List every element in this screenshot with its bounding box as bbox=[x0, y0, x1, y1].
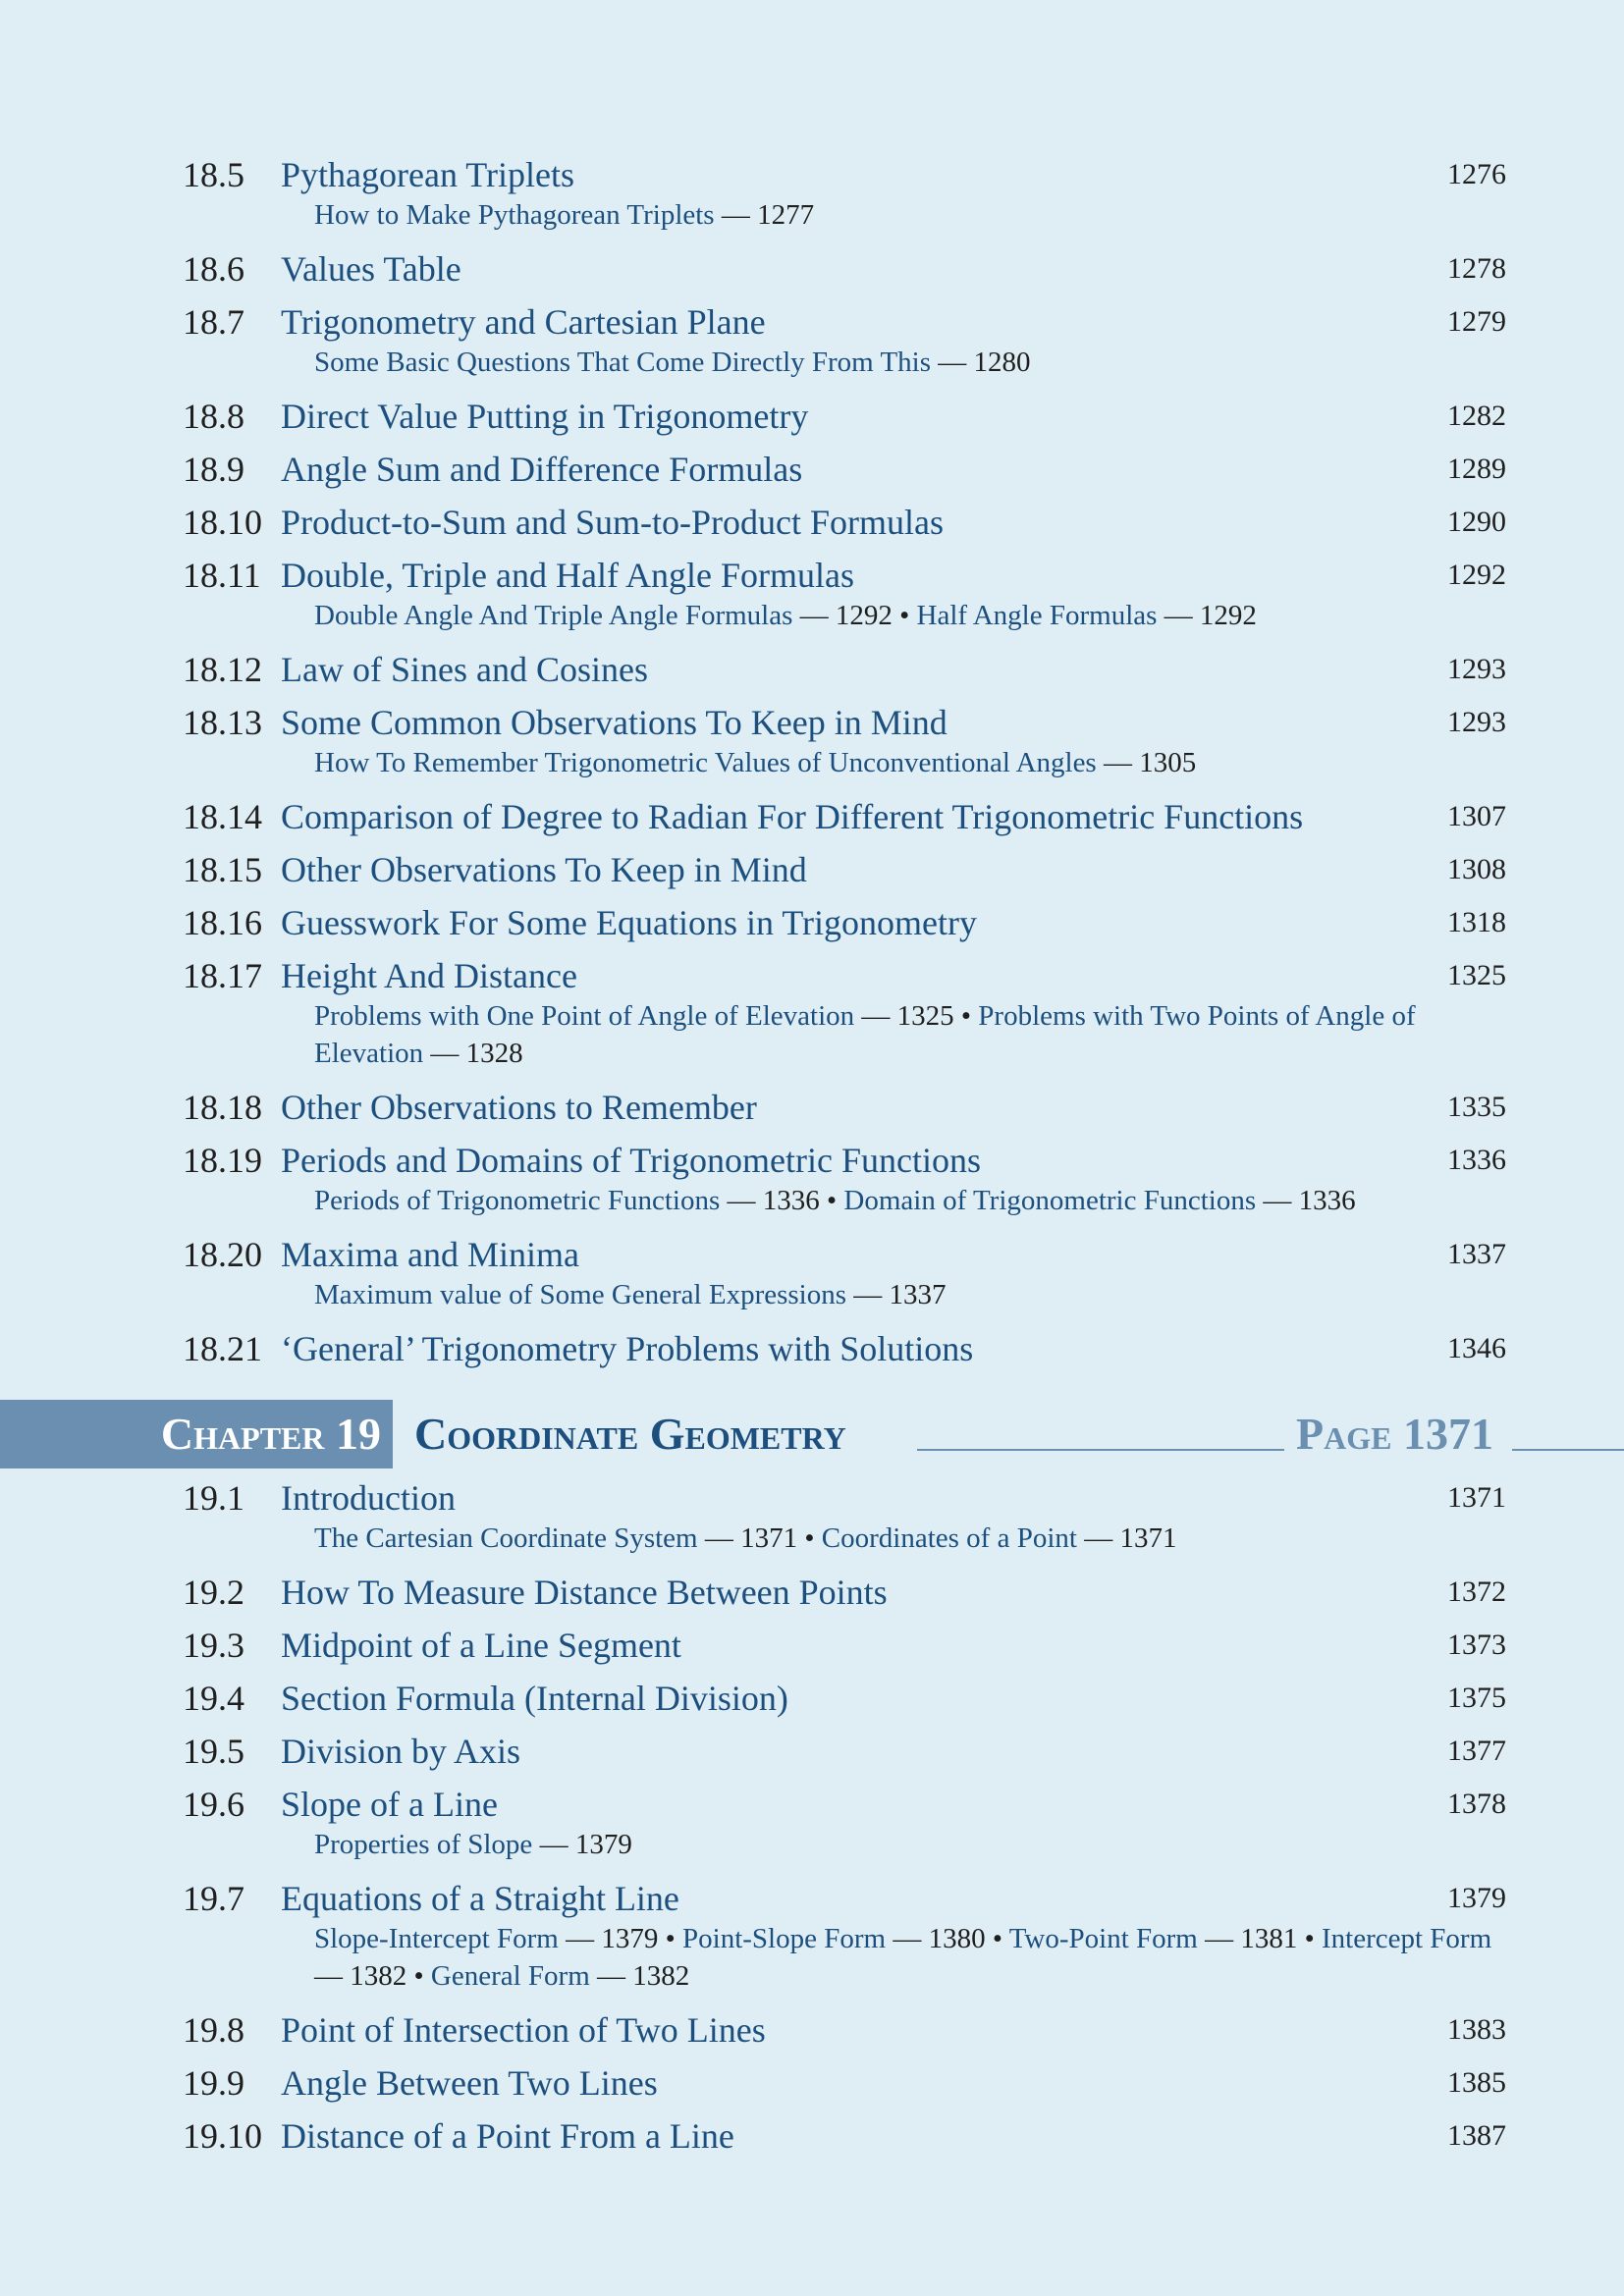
section-number: 19.3 bbox=[183, 1626, 244, 1665]
section-page: 1325 bbox=[1447, 959, 1506, 991]
dash-separator: — bbox=[1076, 1522, 1120, 1554]
subsection-title[interactable]: Periods of Trigonometric Functions bbox=[314, 1185, 721, 1216]
toc-entry[interactable] bbox=[0, 2061, 1624, 2105]
subsection-page: 1379 bbox=[574, 1829, 632, 1860]
subsection-title[interactable]: Half Angle Formulas bbox=[916, 600, 1158, 631]
section-page: 1289 bbox=[1447, 453, 1506, 485]
section-title[interactable]: Law of Sines and Cosines bbox=[281, 650, 648, 689]
section-title[interactable]: Periods and Domains of Trigonometric Functions bbox=[281, 1141, 981, 1180]
subsection-page: 1292 bbox=[835, 600, 893, 631]
section-title[interactable]: ‘General’ Trigonometry Problems with Solutions bbox=[281, 1329, 974, 1368]
dash-separator: — bbox=[720, 1185, 763, 1216]
chapter-title[interactable]: Coordinate Geometry bbox=[414, 1409, 846, 1459]
toc-entry[interactable] bbox=[0, 1624, 1624, 1667]
section-number: 18.13 bbox=[183, 703, 262, 742]
subsection-page: 1371 bbox=[740, 1522, 798, 1554]
bullet-separator: • bbox=[819, 1185, 844, 1216]
section-number: 18.9 bbox=[183, 450, 244, 489]
section-number: 18.8 bbox=[183, 397, 244, 436]
section-title[interactable]: Slope of a Line bbox=[281, 1785, 498, 1824]
bullet-separator: • bbox=[892, 600, 917, 631]
toc-entry[interactable] bbox=[0, 1730, 1624, 1773]
section-number: 18.6 bbox=[183, 249, 244, 289]
section-number: 19.2 bbox=[183, 1573, 244, 1612]
chapter-number-label: Chapter 19 bbox=[160, 1409, 381, 1459]
section-page: 1378 bbox=[1447, 1788, 1506, 1820]
section-page: 1383 bbox=[1447, 2013, 1506, 2046]
dash-separator: — bbox=[697, 1522, 741, 1554]
section-page: 1308 bbox=[1447, 853, 1506, 885]
section-page: 1292 bbox=[1447, 559, 1506, 591]
subsection-title[interactable]: Problems with One Point of Angle of Elevation bbox=[314, 1000, 855, 1032]
section-number: 18.10 bbox=[183, 503, 262, 542]
section-title[interactable]: How To Measure Distance Between Points bbox=[281, 1573, 888, 1612]
section-number: 18.11 bbox=[183, 556, 261, 595]
section-title[interactable]: Division by Axis bbox=[281, 1732, 521, 1771]
section-page: 1372 bbox=[1447, 1575, 1506, 1608]
subsection-page: 1337 bbox=[889, 1279, 947, 1310]
section-title[interactable]: Other Observations to Remember bbox=[281, 1088, 757, 1127]
dash-separator: — bbox=[558, 1923, 602, 1954]
subsection-page: 1328 bbox=[465, 1038, 523, 1069]
section-title[interactable]: Guesswork For Some Equations in Trigonometry bbox=[281, 903, 978, 942]
subsection-page: 1382 bbox=[350, 1960, 407, 1992]
subsection-title[interactable]: Two-Point Form bbox=[1008, 1923, 1198, 1954]
dash-separator: — bbox=[532, 1829, 575, 1860]
subsection-line bbox=[314, 196, 1506, 234]
section-page: 1387 bbox=[1447, 2119, 1506, 2152]
toc-entry[interactable] bbox=[0, 1139, 1624, 1182]
subsection-line bbox=[314, 1920, 1506, 1995]
section-page: 1335 bbox=[1447, 1091, 1506, 1123]
section-page: 1373 bbox=[1447, 1629, 1506, 1661]
dash-separator: — bbox=[1096, 747, 1140, 778]
section-title[interactable]: Double, Triple and Half Angle Formulas bbox=[281, 556, 854, 595]
section-number: 19.9 bbox=[183, 2063, 244, 2103]
section-page: 1379 bbox=[1447, 1882, 1506, 1914]
section-page: 1293 bbox=[1447, 653, 1506, 685]
section-number: 18.18 bbox=[183, 1088, 262, 1127]
chapter-page-label: Page 1371 bbox=[1296, 1409, 1493, 1459]
section-page: 1337 bbox=[1447, 1238, 1506, 1270]
subsection-line bbox=[314, 597, 1506, 634]
toc-entry[interactable] bbox=[0, 1476, 1624, 1520]
toc-entry[interactable] bbox=[0, 648, 1624, 691]
section-title[interactable]: Some Common Observations To Keep in Mind bbox=[281, 703, 947, 742]
section-page: 1307 bbox=[1447, 800, 1506, 832]
section-number: 18.16 bbox=[183, 903, 262, 942]
section-number: 18.5 bbox=[183, 155, 244, 194]
subsection-line bbox=[314, 997, 1506, 1072]
section-number: 19.8 bbox=[183, 2010, 244, 2050]
section-number: 18.17 bbox=[183, 956, 262, 995]
section-page: 1293 bbox=[1447, 706, 1506, 738]
section-number: 18.19 bbox=[183, 1141, 262, 1180]
section-number: 19.1 bbox=[183, 1478, 244, 1518]
subsection-page: 1277 bbox=[757, 199, 815, 231]
section-number: 19.5 bbox=[183, 1732, 244, 1771]
subsection-line bbox=[314, 1276, 1506, 1313]
section-page: 1385 bbox=[1447, 2066, 1506, 2099]
dash-separator: — bbox=[589, 1960, 633, 1992]
toc-entry[interactable] bbox=[0, 1783, 1624, 1826]
toc-entry[interactable] bbox=[0, 701, 1624, 744]
bullet-separator: • bbox=[985, 1923, 1009, 1954]
dash-separator: — bbox=[931, 347, 974, 378]
subsection-page: 1325 bbox=[896, 1000, 954, 1032]
subsection-page: 1292 bbox=[1199, 600, 1257, 631]
subsection-title[interactable]: General Form bbox=[430, 1960, 590, 1992]
toc-entry[interactable] bbox=[0, 848, 1624, 891]
toc-entry[interactable] bbox=[0, 153, 1624, 196]
bullet-separator: • bbox=[658, 1923, 683, 1954]
dash-separator: — bbox=[886, 1923, 929, 1954]
bullet-separator: • bbox=[406, 1960, 431, 1992]
subsection-page: 1280 bbox=[973, 347, 1031, 378]
section-number: 18.20 bbox=[183, 1235, 262, 1274]
subsection-page: 1381 bbox=[1240, 1923, 1298, 1954]
subsection-line bbox=[314, 744, 1506, 781]
dash-separator: — bbox=[714, 199, 758, 231]
toc-entry[interactable] bbox=[0, 2008, 1624, 2052]
section-page: 1282 bbox=[1447, 400, 1506, 432]
section-number: 18.7 bbox=[183, 302, 244, 342]
bullet-separator: • bbox=[953, 1000, 979, 1032]
section-title[interactable]: Angle Between Two Lines bbox=[281, 2063, 658, 2103]
section-title[interactable]: Comparison of Degree to Radian For Different Trigonometric Functions bbox=[281, 797, 1304, 836]
toc-entry[interactable] bbox=[0, 395, 1624, 438]
section-title[interactable]: Height And Distance bbox=[281, 956, 577, 995]
subsection-title[interactable]: Some Basic Questions That Come Directly From This bbox=[314, 347, 932, 378]
section-title[interactable]: Trigonometry and Cartesian Plane bbox=[281, 302, 766, 342]
toc-entry[interactable] bbox=[0, 795, 1624, 838]
section-title[interactable]: Midpoint of a Line Segment bbox=[281, 1626, 681, 1665]
section-number: 18.14 bbox=[183, 797, 262, 836]
toc-entry[interactable] bbox=[0, 448, 1624, 491]
subsection-title[interactable]: How to Make Pythagorean Triplets bbox=[314, 199, 715, 231]
subsection-title[interactable]: Slope-Intercept Form bbox=[314, 1923, 559, 1954]
section-title[interactable]: Other Observations To Keep in Mind bbox=[281, 850, 807, 889]
subsection-page: 1382 bbox=[632, 1960, 690, 1992]
toc-entry[interactable] bbox=[0, 1327, 1624, 1370]
chapter-rule-end bbox=[1512, 1449, 1624, 1451]
subsection-page: 1379 bbox=[601, 1923, 659, 1954]
subsection-page: 1336 bbox=[762, 1185, 820, 1216]
section-page: 1375 bbox=[1447, 1682, 1506, 1714]
subsection-title[interactable]: Double Angle And Triple Angle Formulas bbox=[314, 600, 793, 631]
chapter-rule bbox=[917, 1449, 1284, 1451]
toc-entry[interactable] bbox=[0, 901, 1624, 944]
section-title[interactable]: Values Table bbox=[281, 249, 461, 289]
subsection-line bbox=[314, 1182, 1506, 1219]
section-page: 1346 bbox=[1447, 1332, 1506, 1364]
subsection-title[interactable]: Maximum value of Some General Expressions bbox=[314, 1279, 847, 1310]
toc-entry[interactable] bbox=[0, 1086, 1624, 1129]
toc-entry[interactable] bbox=[0, 1571, 1624, 1614]
subsection-title[interactable]: How To Remember Trigonometric Values of Unconventional Angles bbox=[314, 747, 1097, 778]
subsection-title[interactable]: The Cartesian Coordinate System bbox=[314, 1522, 698, 1554]
bullet-separator: • bbox=[797, 1522, 822, 1554]
toc-entry[interactable] bbox=[0, 2114, 1624, 2158]
subsection-page: 1336 bbox=[1298, 1185, 1356, 1216]
section-title[interactable]: Maxima and Minima bbox=[281, 1235, 579, 1274]
toc-entry[interactable] bbox=[0, 1877, 1624, 1920]
dash-separator: — bbox=[854, 1000, 897, 1032]
subsection-line bbox=[314, 1520, 1506, 1557]
section-page: 1276 bbox=[1447, 158, 1506, 190]
dash-separator: — bbox=[1157, 600, 1200, 631]
section-number: 19.4 bbox=[183, 1679, 244, 1718]
toc-entry[interactable] bbox=[0, 554, 1624, 597]
section-page: 1371 bbox=[1447, 1481, 1506, 1514]
section-page: 1318 bbox=[1447, 906, 1506, 938]
subsection-title[interactable]: Problems with Two Points of Angle of Elevation bbox=[314, 1000, 1416, 1069]
section-number: 19.6 bbox=[183, 1785, 244, 1824]
subsection-title[interactable]: Coordinates of a Point bbox=[821, 1522, 1077, 1554]
section-title[interactable]: Point of Intersection of Two Lines bbox=[281, 2010, 766, 2050]
subsection-line bbox=[314, 1826, 1506, 1863]
toc-entry[interactable] bbox=[0, 1233, 1624, 1276]
toc-entry[interactable] bbox=[0, 954, 1624, 997]
subsection-title[interactable]: Point-Slope Form bbox=[682, 1923, 887, 1954]
section-page: 1279 bbox=[1447, 305, 1506, 338]
dash-separator: — bbox=[1256, 1185, 1299, 1216]
section-number: 18.12 bbox=[183, 650, 262, 689]
section-page: 1377 bbox=[1447, 1735, 1506, 1767]
dash-separator: — bbox=[423, 1038, 466, 1069]
section-title[interactable]: Distance of a Point From a Line bbox=[281, 2116, 734, 2156]
subsection-page: 1380 bbox=[928, 1923, 986, 1954]
subsection-title[interactable]: Intercept Form bbox=[1322, 1923, 1492, 1954]
section-title[interactable]: Section Formula (Internal Division) bbox=[281, 1679, 788, 1718]
subsection-line bbox=[314, 344, 1506, 381]
section-title[interactable]: Introduction bbox=[281, 1478, 456, 1518]
subsection-title[interactable]: Domain of Trigonometric Functions bbox=[843, 1185, 1257, 1216]
section-page: 1336 bbox=[1447, 1144, 1506, 1176]
bullet-separator: • bbox=[1297, 1923, 1322, 1954]
toc-entry[interactable] bbox=[0, 300, 1624, 344]
section-number: 18.21 bbox=[183, 1329, 262, 1368]
subsection-page: 1371 bbox=[1119, 1522, 1177, 1554]
section-number: 19.10 bbox=[183, 2116, 262, 2156]
dash-separator: — bbox=[846, 1279, 890, 1310]
section-page: 1278 bbox=[1447, 252, 1506, 285]
toc-entry[interactable] bbox=[0, 247, 1624, 291]
section-number: 18.15 bbox=[183, 850, 262, 889]
section-title[interactable]: Product-to-Sum and Sum-to-Product Formulas bbox=[281, 503, 944, 542]
section-title[interactable]: Pythagorean Triplets bbox=[281, 155, 575, 194]
toc-entry[interactable] bbox=[0, 1677, 1624, 1720]
toc-entry[interactable] bbox=[0, 501, 1624, 544]
section-title[interactable]: Equations of a Straight Line bbox=[281, 1879, 679, 1918]
section-page: 1290 bbox=[1447, 506, 1506, 538]
section-title[interactable]: Direct Value Putting in Trigonometry bbox=[281, 397, 809, 436]
dash-separator: — bbox=[1197, 1923, 1241, 1954]
dash-separator: — bbox=[314, 1960, 351, 1992]
section-number: 19.7 bbox=[183, 1879, 244, 1918]
dash-separator: — bbox=[792, 600, 836, 631]
subsection-title[interactable]: Properties of Slope bbox=[314, 1829, 533, 1860]
section-title[interactable]: Angle Sum and Difference Formulas bbox=[281, 450, 803, 489]
subsection-page: 1305 bbox=[1139, 747, 1197, 778]
